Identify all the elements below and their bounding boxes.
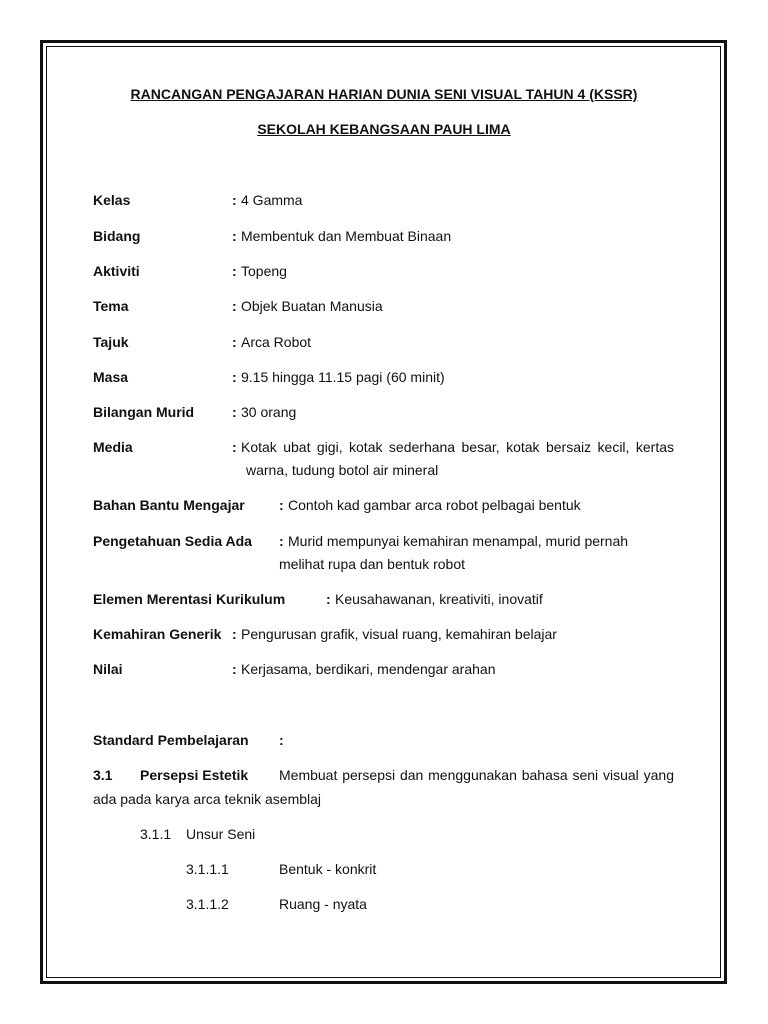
field-value: 4 Gamma	[241, 192, 303, 208]
field-label: Tajuk	[93, 334, 129, 350]
section-3-1-number: 3.1	[93, 767, 113, 783]
standard-label: Standard Pembelajaran	[93, 732, 249, 748]
standard-colon: :	[279, 732, 284, 748]
item-text: Ruang - nyata	[279, 896, 367, 912]
field-value: Membentuk dan Membuat Binaan	[241, 228, 452, 244]
field-value: Arca Robot	[241, 334, 312, 350]
field-value: 9.15 hingga 11.15 pagi (60 minit)	[241, 369, 445, 385]
field-kemahiran-generik	[93, 624, 693, 644]
field-label: Elemen Merentasi Kurikulum	[93, 591, 286, 607]
section-3-1-1-number: 3.1.1	[140, 826, 172, 842]
field-media	[93, 437, 693, 481]
field-colon: :	[232, 369, 237, 385]
field-value: 30 orang	[241, 404, 297, 420]
item-text: Bentuk - konkrit	[279, 861, 377, 877]
field-value: Objek Buatan Manusia	[241, 298, 383, 314]
field-value-line1: Kotak ubat gigi, kotak sederhana besar, kotak bersaiz kecil, kertas	[241, 439, 674, 455]
field-value-line2: warna, tudung botol air mineral	[246, 462, 439, 478]
document-title: RANCANGAN PENGAJARAN HARIAN DUNIA SENI VISUAL TAHUN 4 (KSSR)	[130, 86, 638, 102]
field-label: Kelas	[93, 192, 131, 208]
field-colon: :	[279, 497, 284, 513]
field-label: Media	[93, 439, 133, 455]
field-label: Aktiviti	[93, 263, 140, 279]
field-bahan-bantu	[93, 495, 693, 515]
section-3-1-1-title: Unsur Seni	[186, 826, 256, 842]
field-label: Kemahiran Generik	[93, 626, 222, 642]
school-name: SEKOLAH KEBANGSAAN PAUH LIMA	[257, 121, 511, 137]
field-colon: :	[232, 404, 237, 420]
field-pengetahuan	[93, 531, 693, 575]
field-colon: :	[232, 298, 237, 314]
field-label: Bilangan Murid	[93, 404, 195, 420]
field-colon: :	[232, 334, 237, 350]
field-colon: :	[279, 533, 284, 549]
field-kelas	[93, 190, 693, 210]
field-value: Topeng	[241, 263, 287, 279]
field-label: Masa	[93, 369, 129, 385]
item-number: 3.1.1.2	[186, 896, 229, 912]
field-colon: :	[232, 263, 237, 279]
standard-pembelajaran	[93, 730, 693, 750]
section-3-1-title: Persepsi Estetik	[140, 767, 249, 783]
field-value-line1: Murid mempunyai kemahiran menampal, murid pernah	[288, 533, 629, 549]
field-bidang	[93, 226, 693, 246]
section-3-1-text-line1: Membuat persepsi dan menggunakan bahasa seni visual yang	[279, 767, 674, 783]
field-colon: :	[232, 192, 237, 208]
field-value: Pengurusan grafik, visual ruang, kemahiran belajar	[241, 626, 557, 642]
field-aktiviti	[93, 261, 693, 281]
field-label: Tema	[93, 298, 129, 314]
field-bilangan-murid	[93, 402, 693, 422]
field-colon: :	[232, 439, 237, 455]
field-label: Nilai	[93, 661, 123, 677]
field-elemen	[93, 589, 693, 609]
field-label: Pengetahuan Sedia Ada	[93, 533, 252, 549]
section-3-1-text-line2: ada pada karya arca teknik asemblaj	[93, 791, 322, 807]
field-value: Keusahawanan, kreativiti, inovatif	[335, 591, 543, 607]
field-label: Bidang	[93, 228, 141, 244]
field-colon: :	[232, 626, 237, 642]
field-value-line2: melihat rupa dan bentuk robot	[279, 556, 466, 572]
field-colon: :	[326, 591, 331, 607]
field-colon: :	[232, 228, 237, 244]
field-value: Kerjasama, berdikari, mendengar arahan	[241, 661, 496, 677]
field-colon: :	[232, 661, 237, 677]
field-tema	[93, 296, 693, 316]
field-tajuk	[93, 332, 693, 352]
field-label: Bahan Bantu Mengajar	[93, 497, 245, 513]
field-nilai	[93, 659, 693, 679]
item-number: 3.1.1.1	[186, 861, 229, 877]
field-masa	[93, 367, 693, 387]
field-value: Contoh kad gambar arca robot pelbagai bentuk	[288, 497, 581, 513]
